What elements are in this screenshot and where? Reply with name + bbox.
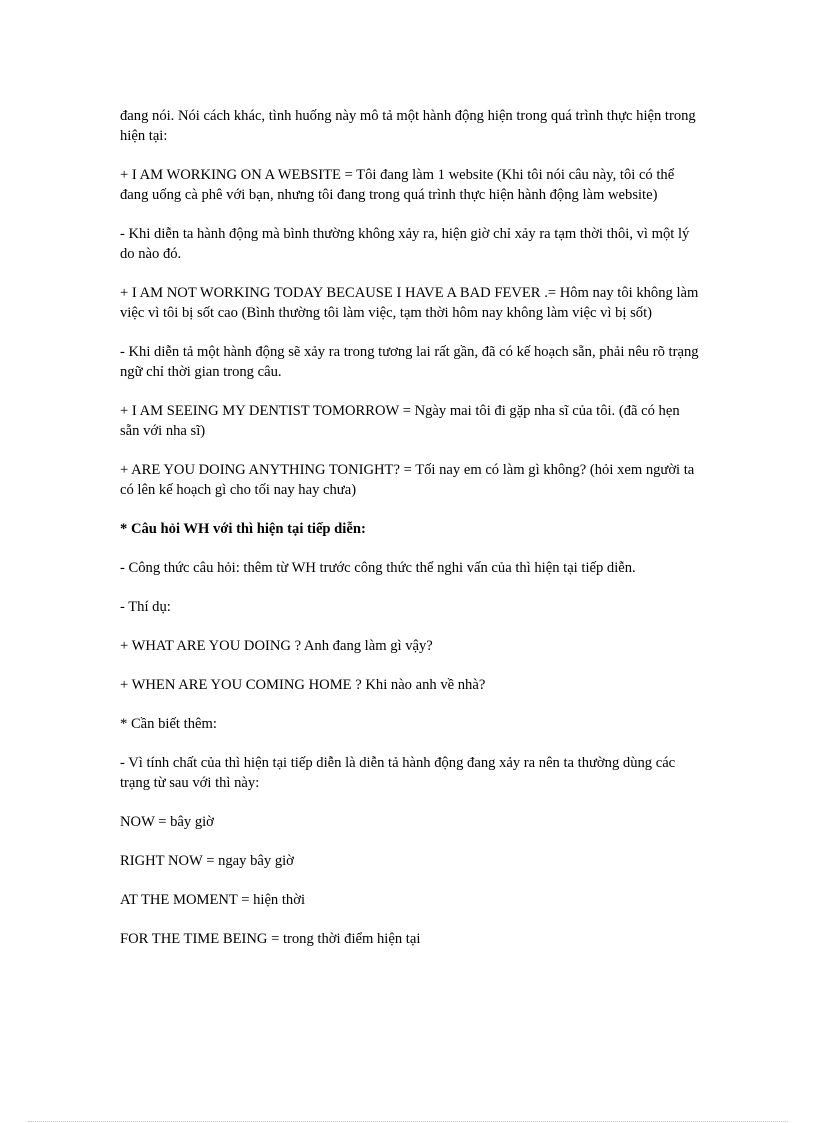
section-heading: * Câu hỏi WH với thì hiện tại tiếp diễn: [120,521,366,537]
paragraph: - Vì tính chất của thì hiện tại tiếp diễn là diễn tả hành động đang xảy ra nên ta thường dùng các trạng từ sau với thì này: [120,755,676,791]
paragraph: đang nói. Nói cách khác, tình huống này mô tả một hành động hiện trong quá trình thực hiện trong hiện tại: [120,108,696,144]
paragraph: - Thí dụ: [120,599,171,615]
paragraph: RIGHT NOW = ngay bây giờ [120,853,294,869]
paragraph: + I AM NOT WORKING TODAY BECAUSE I HAVE A BAD FEVER .= Hôm nay tôi không làm việc vì tôi bị sốt cao (Bình thường tôi làm việc, tạm thời hôm nay không làm việc vì bị sốt) [120,285,699,321]
paragraph: + I AM SEEING MY DENTIST TOMORROW = Ngày mai tôi đi gặp nha sĩ của tôi. (đã có hẹn sẵn với nha sĩ) [120,403,680,439]
paragraph: + WHEN ARE YOU COMING HOME ? Khi nào anh về nhà? [120,677,486,693]
paragraph: AT THE MOMENT = hiện thời [120,892,305,908]
page-boundary-divider [28,1121,788,1122]
paragraph: + I AM WORKING ON A WEBSITE = Tôi đang làm 1 website (Khi tôi nói câu này, tôi có thể đang uống cà phê với bạn, nhưng tôi đang trong quá trình thực hiện hành động làm website) [120,167,675,203]
paragraph: FOR THE TIME BEING = trong thời điểm hiện tại [120,931,421,947]
paragraph: * Cần biết thêm: [120,716,217,732]
paragraph: - Công thức câu hỏi: thêm từ WH trước công thức thể nghi vấn của thì hiện tại tiếp diễn. [120,560,636,576]
paragraph: NOW = bây giờ [120,814,214,830]
paragraph: - Khi diễn ta hành động mà bình thường không xảy ra, hiện giờ chỉ xảy ra tạm thời thôi, vì một lý do nào đó. [120,226,690,262]
paragraph: - Khi diễn tả một hành động sẽ xảy ra trong tương lai rất gần, đã có kế hoạch sẵn, phải nêu rõ trạng ngữ chỉ thời gian trong câu. [120,344,699,380]
paragraph: + ARE YOU DOING ANYTHING TONIGHT? = Tối nay em có làm gì không? (hỏi xem người ta có lên kế hoạch gì cho tối nay hay chưa) [120,462,695,498]
document-body [120,106,700,968]
paragraph: + WHAT ARE YOU DOING ? Anh đang làm gì vậy? [120,638,433,654]
